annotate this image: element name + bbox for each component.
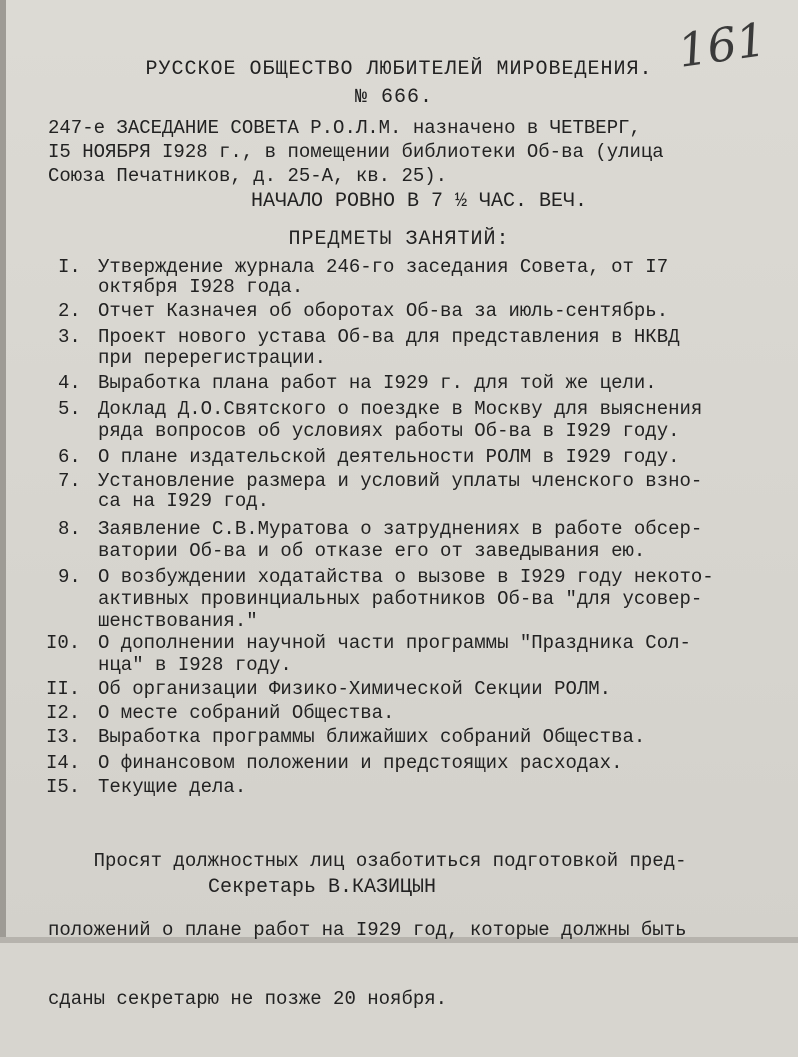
agenda-item-text: О дополнении научной части программы "Праздника Сол- [98, 632, 691, 654]
sheet-edge-shadow [0, 0, 6, 943]
agenda-item-number: I3. [46, 726, 81, 748]
agenda-item-number: I0. [46, 632, 81, 654]
topics-heading: ПРЕДМЕТЫ ЗАНЯТИЙ: [288, 228, 510, 251]
handwritten-folio-number: 161 [674, 12, 770, 78]
agenda-item-number: 6. [58, 446, 81, 468]
agenda-item-text: Проект нового устава Об-ва для представления в НКВД [98, 326, 680, 348]
agenda-item-text: Установление размера и условий уплаты членского взно- [98, 470, 703, 492]
agenda-item-text: Утверждение журнала 246-го заседания Совета, от I7 [98, 256, 669, 278]
agenda-item-number: 4. [58, 372, 81, 394]
start-time: НАЧАЛО РОВНО В 7 ½ ЧАС. ВЕЧ. [250, 190, 588, 213]
agenda-item-text: О возбуждении ходатайства о вызове в I929 году некото- [98, 566, 714, 588]
agenda-item-number: 5. [58, 398, 81, 420]
agenda-item-number: 3. [58, 326, 81, 348]
agenda-item-text: О финансовом положении и предстоящих расходах. [98, 752, 623, 774]
agenda-item-text: Заявление С.В.Муратова о затруднениях в работе обсер- [98, 518, 703, 540]
agenda-item-text: нца" в I928 году. [98, 654, 292, 676]
agenda-item-text: Об организации Физико-Химической Секции РОЛМ. [98, 678, 612, 700]
agenda-item-text: Отчет Казначея об оборотах Об-ва за июль-сентябрь. [98, 300, 669, 322]
announcement-line-2: I5 НОЯБРЯ I928 г., в помещении библиотеки Об-ва (улица [48, 141, 664, 163]
closing-note [48, 804, 687, 1057]
agenda-item-number: 2. [58, 300, 81, 322]
agenda-item-text: шенствования." [98, 610, 258, 632]
closing-line: сданы секретарю не позже 20 ноября. [48, 988, 448, 1010]
agenda-item-text: Выработка плана работ на I929 г. для той же цели. [98, 372, 657, 394]
closing-line: Просят должностных лиц озаботиться подготовкой пред- [48, 850, 687, 872]
agenda-item-number: 7. [58, 470, 81, 492]
agenda-item-text: О плане издательской деятельности РОЛМ в I929 году. [98, 446, 680, 468]
agenda-item-number: I4. [46, 752, 81, 774]
agenda-item-text: Доклад Д.О.Святского о поездке в Москву для выяснения [98, 398, 703, 420]
agenda-item-number: 9. [58, 566, 81, 588]
agenda-item-text: О месте собраний Общества. [98, 702, 395, 724]
agenda-item-number: I2. [46, 702, 81, 724]
agenda-item-number: I5. [46, 776, 81, 798]
agenda-item-number: 8. [58, 518, 81, 540]
document-number: № 666. [355, 86, 434, 109]
agenda-item-text: октября I928 года. [98, 276, 304, 298]
agenda-item-text: активных провинциальных работников Об-ва "для усовер- [98, 588, 703, 610]
agenda-item-number: I. [58, 256, 81, 278]
agenda-item-text: Выработка программы ближайших собраний Общества. [98, 726, 646, 748]
closing-line: положений о плане работ на I929 год, которые должны быть [48, 919, 687, 941]
agenda-item-text: ватории Об-ва и об отказе его от заведывания ею. [98, 540, 646, 562]
agenda-item-text: Текущие дела. [98, 776, 247, 798]
announcement-line-3: Союза Печатников, д. 25-А, кв. 25). [48, 165, 448, 187]
announcement-line-1: 247-е ЗАСЕДАНИЕ СОВЕТА Р.О.Л.М. назначено в ЧЕТВЕРГ, [48, 117, 641, 139]
agenda-item-number: II. [46, 678, 81, 700]
society-title: РУССКОЕ ОБЩЕСТВО ЛЮБИТЕЛЕЙ МИРОВЕДЕНИЯ. [145, 58, 653, 81]
agenda-item-text: при перерегистрации. [98, 347, 327, 369]
agenda-item-text: ряда вопросов об условиях работы Об-ва в I929 году. [98, 420, 680, 442]
agenda-item-text: са на I929 год. [98, 490, 270, 512]
secretary-signature: Секретарь В.КАЗИЦЫН [208, 876, 437, 899]
